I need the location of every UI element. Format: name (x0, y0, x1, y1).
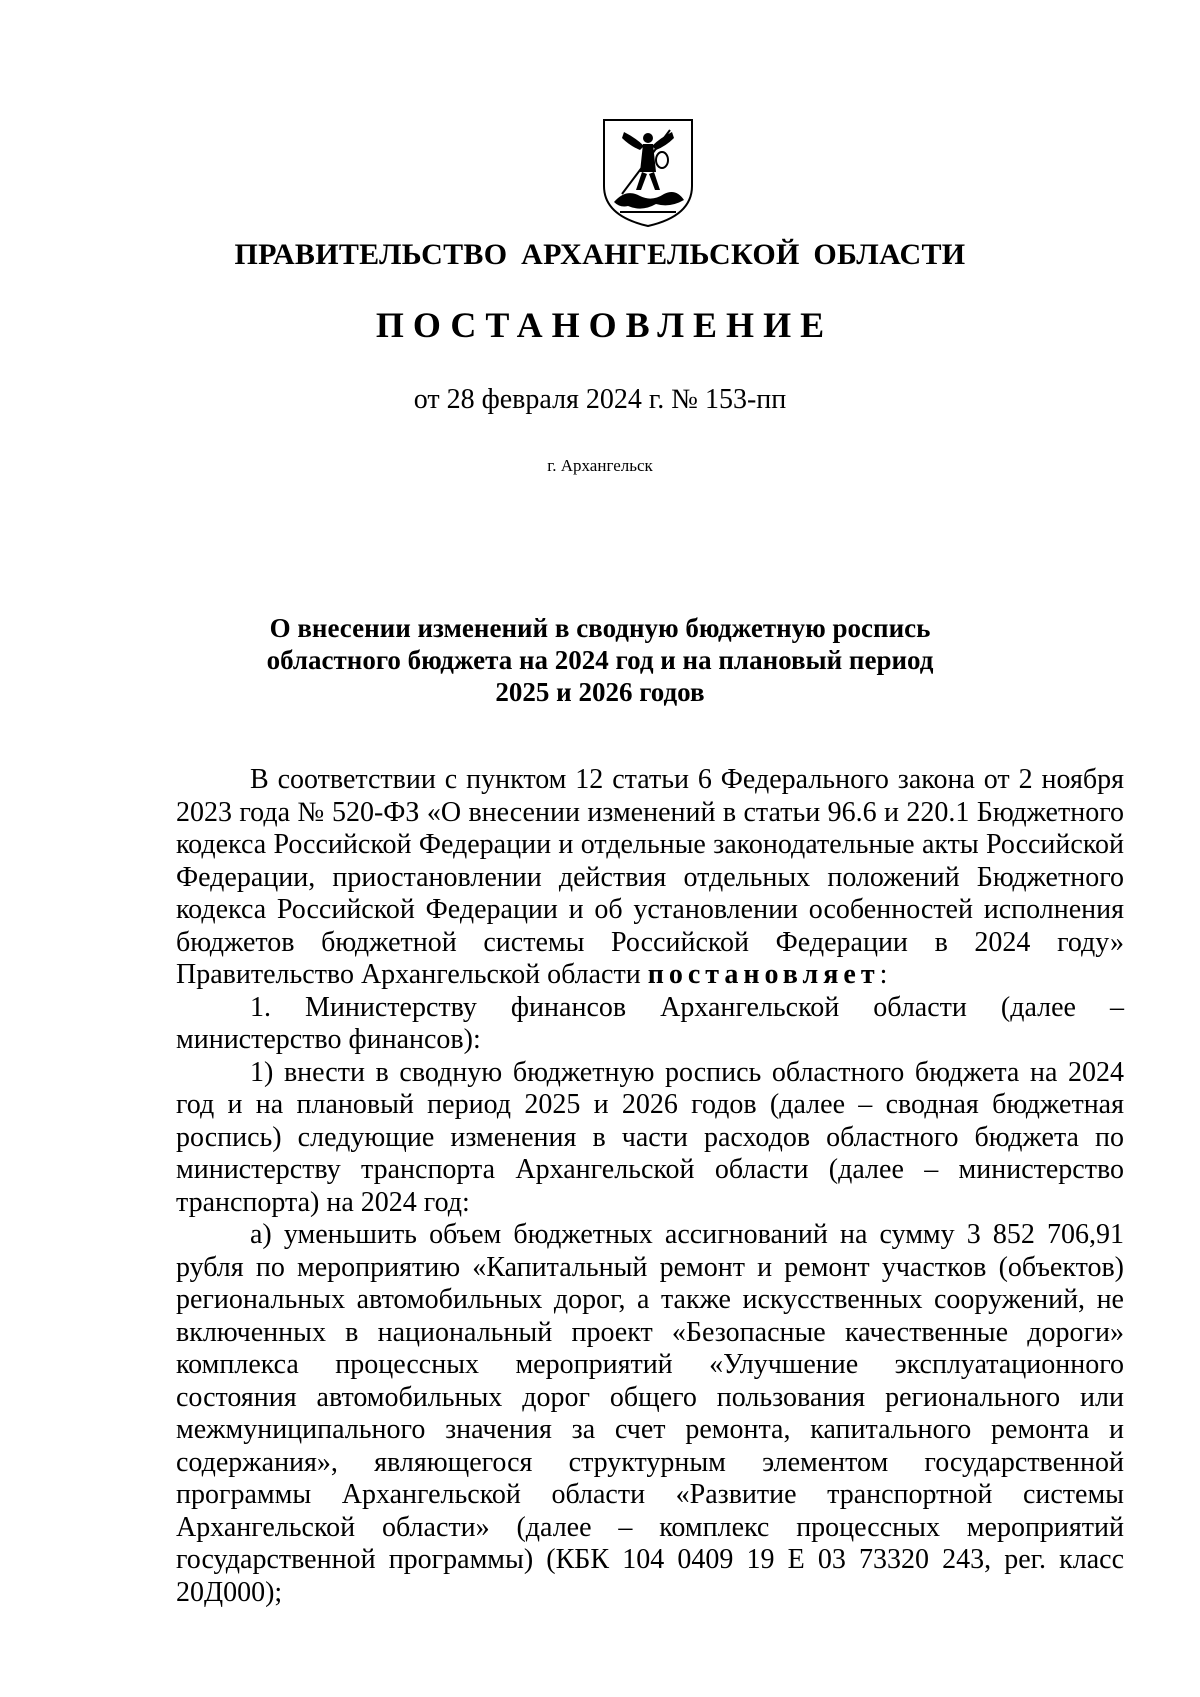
subject-line-1: О внесении изменений в сводную бюджетную роспись (269, 613, 931, 643)
clause-1-1-a: а) уменьшить объем бюджетных ассигнований на сумму 3 852 706,91 рубля по мероприятию «Капитальный ремонт и ремонт участков (объектов) региональных автомобильных дорог, а также искусственных сооружений, не включенных в национальный проект «Безопасные качественные дороги» комплекса процессных мероприятий «Улучшение эксплуатационного состояния автомобильных дорог общего пользования регионального или межмуниципального значения за счет ремонта, капитального ремонта и содержания», являющегося структурным элементом государственной программы Архангельской области «Развитие транспортной системы Архангельской области» (далее – комплекс процессных мероприятий государственной программы) (КБК 104 0409 19 Е 03 73320 243, рег. класс 20Д000); (176, 1219, 1124, 1608)
government-name: ПРАВИТЕЛЬСТВО АРХАНГЕЛЬСКОЙ ОБЛАСТИ (234, 238, 966, 271)
subject-line-3: 2025 и 2026 годов (495, 677, 705, 707)
decree-subject (0, 612, 1200, 708)
preamble-paragraph (176, 764, 1124, 992)
decree-date-number: от 28 февраля 2024 г. № 153-пп (413, 384, 787, 415)
preamble-text: В соответствии с пунктом 12 статьи 6 Федерального закона от 2 ноября 2023 года № 520-ФЗ «О внесении изменений в статьи 96.6 и 220.1 Бюджетного кодекса Российской Федерации и отдельные законодательные акты Российской Федерации, приостановлении действия отдельных положений Бюджетного кодекса Российской Федерации и об установлении особенностей исполнения бюджетов бюджетной системы Российской Федерации в 2024 году» Правительство Архангельской области (176, 764, 1124, 990)
clause-1: 1. Министерству финансов Архангельской области (далее – министерство финансов): (176, 991, 1124, 1055)
decree-city: г. Архангельск (547, 456, 653, 475)
operative-keyword: постановляет (647, 959, 880, 990)
subject-line-2: областного бюджета на 2024 год и на плановый период (266, 645, 934, 675)
clause-1-1: 1) внести в сводную бюджетную роспись областного бюджета на 2024 год и на плановый период 2025 и 2026 годов (далее – сводная бюджетная роспись) следующие изменения в части расходов областного бюджета по министерству транспорта Архангельской области (далее – министерство транспорта) на 2024 год: (176, 1056, 1124, 1218)
coat-of-arms-icon (600, 116, 696, 228)
preamble-end: : (879, 959, 888, 990)
document-type-title: ПОСТАНОВЛЕНИЕ (375, 305, 834, 345)
decree-body (176, 764, 1124, 1609)
